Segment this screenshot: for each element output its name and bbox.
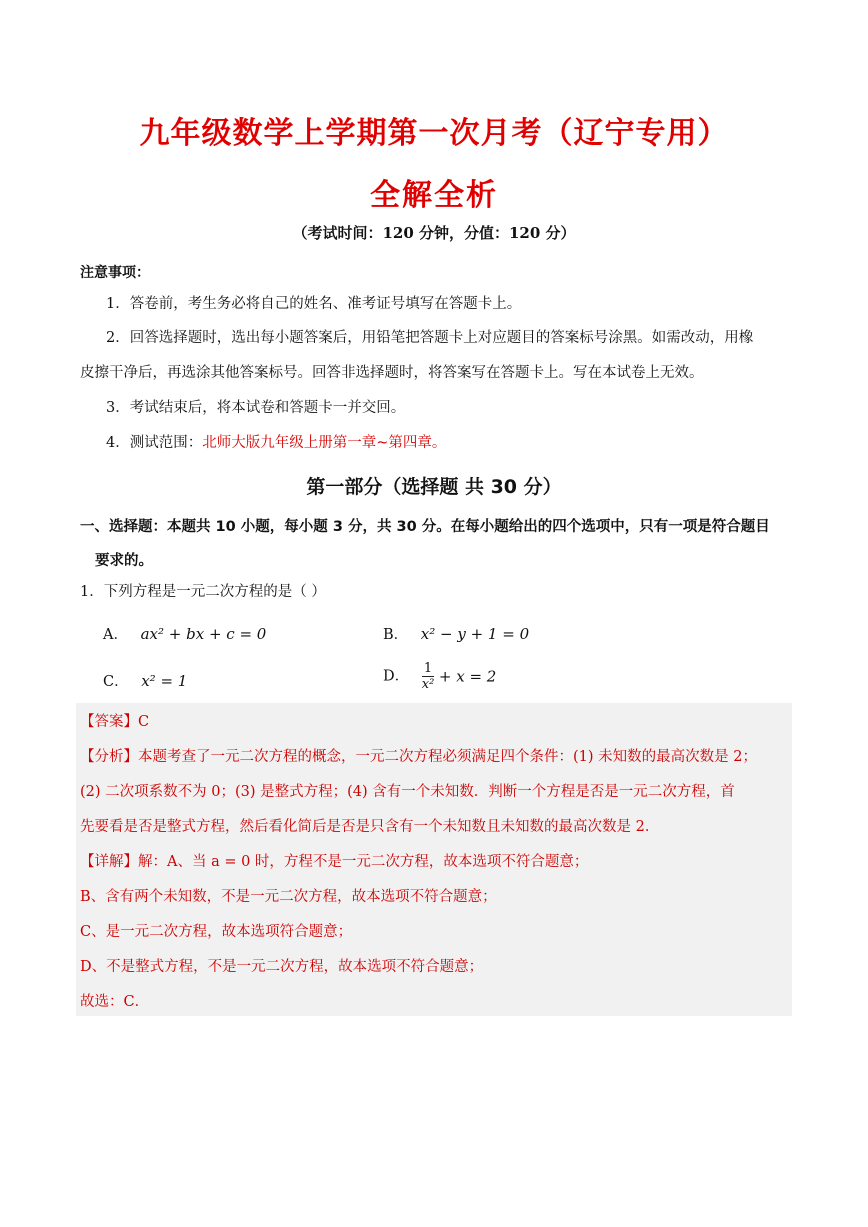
option-d-denominator: x²: [421, 677, 435, 692]
analysis-line-2: (2) 二次项系数不为 0；(3) 是整式方程；(4) 含有一个未知数．判断一个方程是否是一元二次方程，首: [80, 784, 735, 800]
option-c-expression: x² = 1: [141, 672, 188, 690]
notice-item-3: 3．考试结束后，将本试卷和答题卡一并交回。: [106, 400, 406, 416]
option-b-label: B．: [383, 627, 409, 643]
option-a-label: A．: [103, 627, 128, 643]
detail-line-1: 【详解】解：A、当 a = 0 时，方程不是一元二次方程，故本选项不符合题意；: [80, 854, 589, 870]
notice-item-4: [106, 434, 446, 452]
notice-item-2-line1: 2．回答选择题时，选出每小题答案后，用铅笔把答题卡上对应题目的答案标号涂黑。如需改动，用橡: [106, 330, 754, 346]
notice-item-2-line2: 皮擦干净后，再选涂其他答案标号。回答非选择题时，将答案写在答题卡上。写在本试卷上无效。: [80, 365, 704, 381]
document-subtitle: 全解全析: [370, 178, 498, 213]
option-d-label: D．: [383, 668, 410, 685]
option-d-fraction: [422, 661, 435, 692]
detail-line-2: B、含有两个未知数，不是一元二次方程，故本选项不符合题意；: [80, 889, 497, 905]
test-range: 北师大版九年级上册第一章~第四章。: [202, 435, 447, 451]
notice-item-1: 1．答卷前，考生务必将自己的姓名、准考证号填写在答题卡上。: [106, 296, 522, 312]
section-instruction-line1: 一、选择题：本题共 10 小题，每小题 3 分，共 30 分。在每小题给出的四个选项中，只有一项是符合题目: [80, 519, 770, 535]
document-title: 九年级数学上学期第一次月考（辽宁专用）: [139, 116, 729, 151]
option-b: [383, 625, 529, 644]
option-c-label: C．: [103, 674, 129, 690]
option-b-expression: x² − y + 1 = 0: [420, 625, 530, 643]
option-a: [103, 625, 266, 644]
detail-line-3: C、是一元二次方程，故本选项符合题意；: [80, 924, 353, 940]
answer-line: 【答案】C: [80, 714, 150, 730]
notice-heading: 注意事项：: [80, 265, 150, 281]
detail-line-4: D、不是整式方程，不是一元二次方程，故本选项不符合题意；: [80, 959, 484, 975]
conclusion-line: 故选：C．: [80, 994, 150, 1010]
option-c: [103, 672, 187, 691]
section-instruction-line2: 要求的。: [95, 553, 153, 569]
notice-item-4-prefix: 4．测试范围：: [106, 435, 203, 451]
option-d-numerator: 1: [422, 661, 435, 677]
option-d-rest: + x = 2: [438, 667, 497, 686]
question-1-stem: 1．下列方程是一元二次方程的是（ ）: [80, 584, 326, 600]
exam-time: （考试时间：120 分钟，分值：120 分）: [292, 224, 576, 242]
analysis-line-1: 【分析】本题考查了一元二次方程的概念，一元二次方程必须满足四个条件：(1) 未知数的最高次数是 2；: [80, 749, 757, 765]
section-title: 第一部分（选择题 共 30 分）: [306, 476, 562, 498]
option-d: [383, 661, 496, 692]
option-a-expression: ax² + bx + c = 0: [140, 625, 267, 643]
analysis-line-3: 先要看是否是整式方程，然后看化简后是否是只含有一个未知数且未知数的最高次数是 2．: [80, 819, 660, 835]
